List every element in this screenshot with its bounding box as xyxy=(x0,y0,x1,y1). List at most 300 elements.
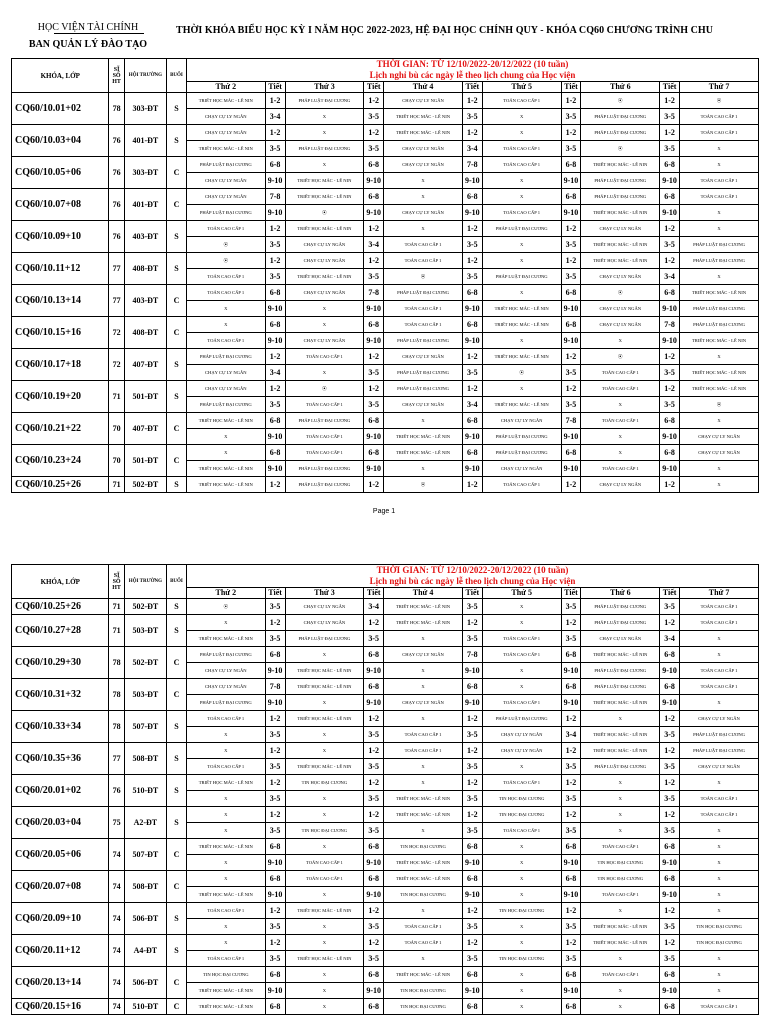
class-code: CQ60/10.15+16 xyxy=(12,317,109,349)
period-range: 3-4 xyxy=(265,365,285,381)
subject-cell: X xyxy=(384,173,463,189)
subject-cell: TRIẾT HỌC MÁC - LÊ NIN xyxy=(482,317,561,333)
period-range: 3-5 xyxy=(660,365,680,381)
period-range: 6-8 xyxy=(265,317,285,333)
day-header: Thứ 2 xyxy=(186,588,265,599)
class-code: CQ60/20.07+08 xyxy=(12,871,109,903)
period-range: 6-8 xyxy=(660,839,680,855)
subject-cell: CHẠY CỰ LY NGẮN xyxy=(186,365,265,381)
session: S xyxy=(167,221,187,253)
schedule-page-2 xyxy=(11,564,759,1024)
subject-cell: TRIẾT HỌC MÁC - LÊ NIN xyxy=(680,365,759,381)
subject-cell: CHẠY CỰ LY NGẮN xyxy=(581,301,660,317)
schedule-row xyxy=(12,711,759,727)
class-code: CQ60/10.25+26 xyxy=(12,599,109,615)
period-range: 1-2 xyxy=(561,349,581,365)
period-range: 7-8 xyxy=(561,413,581,429)
subject-cell: X xyxy=(482,333,561,349)
session: C xyxy=(167,967,187,999)
room: 503-ĐT xyxy=(124,615,166,647)
period-range: 9-10 xyxy=(561,855,581,871)
period-range: 9-10 xyxy=(561,695,581,711)
subject-cell: PHÁP LUẬT ĐẠI CƯƠNG xyxy=(384,365,463,381)
student-count: 74 xyxy=(109,903,124,935)
subject-cell: CHẠY CỰ LY NGẮN xyxy=(482,461,561,477)
target-icon: ⦿ xyxy=(581,349,660,365)
day-header: Thứ 6 xyxy=(581,82,660,93)
period-range: 3-5 xyxy=(561,919,581,935)
period-range: 3-5 xyxy=(462,599,482,615)
student-count: 74 xyxy=(109,967,124,999)
document-title: THỜI KHÓA BIỂU HỌC KỲ I NĂM HỌC 2022-2023, HỆ ĐẠI HỌC CHÍNH QUY - KHÓA CQ60 CHƯƠNG TRÌNH CHU xyxy=(176,25,714,36)
class-code: CQ60/10.31+32 xyxy=(12,679,109,711)
period-range: 3-5 xyxy=(364,727,384,743)
document-header xyxy=(0,0,768,56)
period-range: 3-5 xyxy=(561,365,581,381)
subject-cell: TRIẾT HỌC MÁC - LÊ NIN xyxy=(482,301,561,317)
subject-cell: TRIẾT HỌC MÁC - LÊ NIN xyxy=(384,807,463,823)
student-count: 74 xyxy=(109,871,124,903)
subject-cell: TRIẾT HỌC MÁC - LÊ NIN xyxy=(680,285,759,301)
period-range: 1-2 xyxy=(462,711,482,727)
period-range: 3-5 xyxy=(462,269,482,285)
schedule-row xyxy=(12,445,759,461)
schedule-row xyxy=(12,189,759,205)
target-icon: ⦿ xyxy=(186,253,265,269)
subject-cell: X xyxy=(581,775,660,791)
period-range: 9-10 xyxy=(660,333,680,349)
target-icon: ⦿ xyxy=(186,599,265,615)
schedule-row xyxy=(12,381,759,397)
period-header: Tiết xyxy=(561,82,581,93)
day-header: Thứ 5 xyxy=(482,588,561,599)
count-column-header: SĨ SỐ HT xyxy=(109,565,124,599)
subject-cell: CHẠY CỰ LY NGẮN xyxy=(581,221,660,237)
subject-cell: CHẠY CỰ LY NGẮN xyxy=(285,237,364,253)
schedule-table xyxy=(11,564,759,1015)
subject-cell: X xyxy=(186,615,265,631)
period-range: 3-5 xyxy=(462,727,482,743)
period-range: 1-2 xyxy=(265,221,285,237)
period-range: 1-2 xyxy=(265,125,285,141)
subject-cell: X xyxy=(285,317,364,333)
class-code: CQ60/20.05+06 xyxy=(12,839,109,871)
subject-cell: TRIẾT HỌC MÁC - LÊ NIN xyxy=(186,141,265,157)
subject-cell: TOÁN CAO CẤP 1 xyxy=(680,663,759,679)
subject-cell: X xyxy=(482,285,561,301)
period-range: 9-10 xyxy=(462,663,482,679)
session: C xyxy=(167,189,187,221)
room: 506-ĐT xyxy=(124,967,166,999)
session: C xyxy=(167,999,187,1015)
period-range: 9-10 xyxy=(660,983,680,999)
period-range: 9-10 xyxy=(364,887,384,903)
session-column-header: BUỔI xyxy=(167,565,187,599)
period-range: 6-8 xyxy=(561,647,581,663)
period-range: 3-5 xyxy=(364,951,384,967)
subject-cell: X xyxy=(581,999,660,1015)
period-range: 9-10 xyxy=(462,205,482,221)
period-range: 3-5 xyxy=(561,237,581,253)
period-range: 6-8 xyxy=(364,647,384,663)
period-range: 3-4 xyxy=(265,109,285,125)
session: C xyxy=(167,285,187,317)
subject-cell: X xyxy=(186,445,265,461)
period-range: 1-2 xyxy=(265,253,285,269)
subject-cell: CHẠY CỰ LY NGẮN xyxy=(581,631,660,647)
period-range: 9-10 xyxy=(561,301,581,317)
period-range: 1-2 xyxy=(364,743,384,759)
period-range: 1-2 xyxy=(561,221,581,237)
subject-cell: X xyxy=(186,743,265,759)
schedule-row xyxy=(12,871,759,887)
period-range: 9-10 xyxy=(660,461,680,477)
period-range: 3-5 xyxy=(660,759,680,775)
subject-cell: TOÁN CAO CẤP 1 xyxy=(186,951,265,967)
session: S xyxy=(167,903,187,935)
period-range: 6-8 xyxy=(561,999,581,1015)
subject-cell: PHÁP LUẬT ĐẠI CƯƠNG xyxy=(285,413,364,429)
subject-cell: TRIẾT HỌC MÁC - LÊ NIN xyxy=(285,679,364,695)
subject-cell: PHÁP LUẬT ĐẠI CƯƠNG xyxy=(482,445,561,461)
class-code: CQ60/10.03+04 xyxy=(12,125,109,157)
subject-cell: TRIẾT HỌC MÁC - LÊ NIN xyxy=(680,381,759,397)
period-range: 1-2 xyxy=(462,253,482,269)
subject-cell: X xyxy=(581,791,660,807)
subject-cell: CHẠY CỰ LY NGẮN xyxy=(384,349,463,365)
session: C xyxy=(167,445,187,477)
student-count: 74 xyxy=(109,999,124,1015)
period-range: 6-8 xyxy=(364,413,384,429)
period-range: 3-5 xyxy=(265,397,285,413)
subject-cell: PHÁP LUẬT ĐẠI CƯƠNG xyxy=(186,695,265,711)
period-range: 9-10 xyxy=(561,461,581,477)
subject-cell: TOÁN CAO CẤP 1 xyxy=(384,301,463,317)
subject-cell: CHẠY CỰ LY NGẮN xyxy=(680,711,759,727)
subject-cell: PHÁP LUẬT ĐẠI CƯƠNG xyxy=(680,317,759,333)
subject-cell: X xyxy=(680,477,759,493)
period-range: 6-8 xyxy=(364,871,384,887)
session: S xyxy=(167,807,187,839)
subject-cell: X xyxy=(680,349,759,365)
period-range: 9-10 xyxy=(364,333,384,349)
period-range: 3-5 xyxy=(265,823,285,839)
period-range: 3-5 xyxy=(462,791,482,807)
subject-cell: X xyxy=(384,759,463,775)
period-range: 6-8 xyxy=(462,317,482,333)
period-range: 9-10 xyxy=(660,695,680,711)
subject-cell: X xyxy=(384,951,463,967)
subject-cell: TRIẾT HỌC MÁC - LÊ NIN xyxy=(581,157,660,173)
subject-cell: X xyxy=(384,189,463,205)
subject-cell: CHẠY CỰ LY NGẮN xyxy=(186,173,265,189)
subject-cell: X xyxy=(581,823,660,839)
subject-cell: X xyxy=(680,461,759,477)
holiday-note: Lịch nghỉ bù các ngày lễ theo lịch chung của Học viện xyxy=(186,575,758,588)
subject-cell: TOÁN CAO CẤP 1 xyxy=(186,333,265,349)
subject-cell: PHÁP LUẬT ĐẠI CƯƠNG xyxy=(482,429,561,445)
period-range: 1-2 xyxy=(265,775,285,791)
subject-cell: PHÁP LUẬT ĐẠI CƯƠNG xyxy=(680,253,759,269)
period-range: 9-10 xyxy=(364,855,384,871)
student-count: 71 xyxy=(109,477,124,493)
subject-cell: CHẠY CỰ LY NGẮN xyxy=(680,429,759,445)
student-count: 71 xyxy=(109,615,124,647)
period-range: 6-8 xyxy=(364,999,384,1015)
period-range: 3-5 xyxy=(462,951,482,967)
period-range: 9-10 xyxy=(265,173,285,189)
subject-cell: X xyxy=(482,999,561,1015)
target-icon: ⦿ xyxy=(581,93,660,109)
period-range: 6-8 xyxy=(462,189,482,205)
room: 502-ĐT xyxy=(124,647,166,679)
schedule-row xyxy=(12,157,759,173)
subject-cell: X xyxy=(680,887,759,903)
subject-cell: X xyxy=(186,317,265,333)
schedule-row xyxy=(12,615,759,631)
period-range: 3-5 xyxy=(462,237,482,253)
subject-cell: TOÁN CAO CẤP 1 xyxy=(482,631,561,647)
period-range: 9-10 xyxy=(660,855,680,871)
subject-cell: TIN HỌC ĐẠI CƯƠNG xyxy=(482,951,561,967)
period-range: 1-2 xyxy=(561,253,581,269)
period-header: Tiết xyxy=(364,82,384,93)
subject-cell: PHÁP LUẬT ĐẠI CƯƠNG xyxy=(680,743,759,759)
subject-cell: PHÁP LUẬT ĐẠI CƯƠNG xyxy=(581,109,660,125)
period-range: 6-8 xyxy=(265,445,285,461)
subject-cell: TRIẾT HỌC MÁC - LÊ NIN xyxy=(581,919,660,935)
subject-cell: X xyxy=(482,109,561,125)
period-range: 7-8 xyxy=(364,285,384,301)
subject-cell: X xyxy=(285,647,364,663)
page-number: Page 1 xyxy=(372,508,396,515)
subject-cell: X xyxy=(186,935,265,951)
period-range: 6-8 xyxy=(364,967,384,983)
subject-cell: TRIẾT HỌC MÁC - LÊ NIN xyxy=(186,461,265,477)
subject-cell: TRIẾT HỌC MÁC - LÊ NIN xyxy=(581,935,660,951)
subject-cell: TRIẾT HỌC MÁC - LÊ NIN xyxy=(285,903,364,919)
student-count: 75 xyxy=(109,807,124,839)
subject-cell: X xyxy=(482,173,561,189)
period-range: 3-4 xyxy=(561,727,581,743)
subject-cell: X xyxy=(285,301,364,317)
period-range: 1-2 xyxy=(561,615,581,631)
period-range: 9-10 xyxy=(364,695,384,711)
subject-cell: TOÁN CAO CẤP 1 xyxy=(581,887,660,903)
target-icon: ⦿ xyxy=(186,237,265,253)
schedule-row xyxy=(12,477,759,493)
count-column-header: SĨ SỐ HT xyxy=(109,59,124,93)
class-code: CQ60/20.11+12 xyxy=(12,935,109,967)
period-range: 6-8 xyxy=(561,445,581,461)
student-count: 78 xyxy=(109,711,124,743)
subject-cell: X xyxy=(680,871,759,887)
target-icon: ⦿ xyxy=(581,141,660,157)
period-range: 1-2 xyxy=(265,807,285,823)
subject-cell: X xyxy=(581,397,660,413)
subject-cell: CHẠY CỰ LY NGẮN xyxy=(384,93,463,109)
period-header: Tiết xyxy=(462,588,482,599)
period-range: 9-10 xyxy=(265,887,285,903)
subject-cell: PHÁP LUẬT ĐẠI CƯƠNG xyxy=(384,333,463,349)
period-range: 9-10 xyxy=(561,663,581,679)
session: S xyxy=(167,935,187,967)
student-count: 77 xyxy=(109,285,124,317)
subject-cell: TRIẾT HỌC MÁC - LÊ NIN xyxy=(482,349,561,365)
subject-cell: TRIẾT HỌC MÁC - LÊ NIN xyxy=(285,663,364,679)
period-range: 3-4 xyxy=(364,599,384,615)
class-code: CQ60/10.25+26 xyxy=(12,477,109,493)
period-range: 6-8 xyxy=(462,285,482,301)
period-range: 3-5 xyxy=(364,823,384,839)
period-range: 9-10 xyxy=(660,173,680,189)
subject-cell: CHẠY CỰ LY NGẮN xyxy=(384,695,463,711)
subject-cell: TRIẾT HỌC MÁC - LÊ NIN xyxy=(186,887,265,903)
period-range: 3-4 xyxy=(364,237,384,253)
period-range: 9-10 xyxy=(462,429,482,445)
schedule-row xyxy=(12,125,759,141)
room: 303-ĐT xyxy=(124,157,166,189)
student-count: 76 xyxy=(109,221,124,253)
period-range: 9-10 xyxy=(364,205,384,221)
period-range: 3-5 xyxy=(660,791,680,807)
period-range: 1-2 xyxy=(462,477,482,493)
period-range: 6-8 xyxy=(462,445,482,461)
subject-cell: X xyxy=(285,109,364,125)
period-range: 6-8 xyxy=(462,413,482,429)
subject-cell: TRIẾT HỌC MÁC - LÊ NIN xyxy=(581,237,660,253)
subject-cell: X xyxy=(186,823,265,839)
period-range: 1-2 xyxy=(561,903,581,919)
period-range: 6-8 xyxy=(265,839,285,855)
subject-cell: X xyxy=(680,983,759,999)
session: S xyxy=(167,775,187,807)
period-header: Tiết xyxy=(364,588,384,599)
room: 502-ĐT xyxy=(124,599,166,615)
session: S xyxy=(167,253,187,285)
period-range: 1-2 xyxy=(265,903,285,919)
subject-cell: TOÁN CAO CẤP 1 xyxy=(285,445,364,461)
subject-cell: X xyxy=(186,791,265,807)
subject-cell: TRIẾT HỌC MÁC - LÊ NIN xyxy=(186,839,265,855)
period-range: 1-2 xyxy=(462,349,482,365)
subject-cell: X xyxy=(482,887,561,903)
subject-cell: CHẠY CỰ LY NGẮN xyxy=(186,663,265,679)
period-header: Tiết xyxy=(660,82,680,93)
subject-cell: X xyxy=(581,807,660,823)
subject-cell: TRIẾT HỌC MÁC - LÊ NIN xyxy=(384,615,463,631)
period-range: 1-2 xyxy=(660,349,680,365)
period-range: 3-5 xyxy=(462,365,482,381)
subject-cell: TRIẾT HỌC MÁC - LÊ NIN xyxy=(285,711,364,727)
subject-cell: X xyxy=(680,647,759,663)
period-range: 6-8 xyxy=(265,157,285,173)
student-count: 77 xyxy=(109,253,124,285)
session: C xyxy=(167,413,187,445)
period-range: 9-10 xyxy=(265,695,285,711)
subject-cell: X xyxy=(482,919,561,935)
subject-cell: X xyxy=(482,663,561,679)
subject-cell: X xyxy=(680,967,759,983)
subject-cell: TRIẾT HỌC MÁC - LÊ NIN xyxy=(285,189,364,205)
student-count: 70 xyxy=(109,445,124,477)
period-range: 3-5 xyxy=(462,919,482,935)
student-count: 74 xyxy=(109,839,124,871)
period-range: 7-8 xyxy=(265,679,285,695)
period-range: 3-5 xyxy=(462,823,482,839)
subject-cell: X xyxy=(581,951,660,967)
session: C xyxy=(167,871,187,903)
subject-cell: CHẠY CỰ LY NGẮN xyxy=(384,397,463,413)
subject-cell: TOÁN CAO CẤP 1 xyxy=(186,269,265,285)
period-range: 6-8 xyxy=(561,839,581,855)
subject-cell: CHẠY CỰ LY NGẮN xyxy=(680,445,759,461)
period-range: 1-2 xyxy=(561,743,581,759)
subject-cell: CHẠY CỰ LY NGẮN xyxy=(482,413,561,429)
subject-cell: TOÁN CAO CẤP 1 xyxy=(581,461,660,477)
period-range: 9-10 xyxy=(561,173,581,189)
class-code: CQ60/10.19+20 xyxy=(12,381,109,413)
session: C xyxy=(167,647,187,679)
target-icon: ⦿ xyxy=(680,397,759,413)
period-range: 7-8 xyxy=(660,317,680,333)
subject-cell: X xyxy=(581,903,660,919)
subject-cell: X xyxy=(680,205,759,221)
period-range: 1-2 xyxy=(660,775,680,791)
period-range: 9-10 xyxy=(462,887,482,903)
subject-cell: X xyxy=(680,413,759,429)
subject-cell: X xyxy=(482,935,561,951)
subject-cell: X xyxy=(482,855,561,871)
subject-cell: TIN HỌC ĐẠI CƯƠNG xyxy=(680,935,759,951)
period-range: 9-10 xyxy=(265,301,285,317)
subject-cell: PHÁP LUẬT ĐẠI CƯƠNG xyxy=(581,615,660,631)
subject-cell: CHẠY CỰ LY NGẮN xyxy=(186,381,265,397)
period-range: 6-8 xyxy=(660,871,680,887)
period-range: 1-2 xyxy=(561,125,581,141)
subject-cell: X xyxy=(384,221,463,237)
subject-cell: X xyxy=(285,935,364,951)
subject-cell: X xyxy=(285,695,364,711)
period-range: 6-8 xyxy=(660,413,680,429)
period-range: 3-5 xyxy=(364,631,384,647)
holiday-note: Lịch nghỉ bù các ngày lễ theo lịch chung của Học viện xyxy=(186,69,758,82)
subject-cell: PHÁP LUẬT ĐẠI CƯƠNG xyxy=(285,461,364,477)
class-code: CQ60/10.29+30 xyxy=(12,647,109,679)
period-range: 1-2 xyxy=(561,477,581,493)
subject-cell: CHẠY CỰ LY NGẮN xyxy=(581,477,660,493)
subject-cell: X xyxy=(285,999,364,1015)
subject-cell: TOÁN CAO CẤP 1 xyxy=(680,109,759,125)
period-range: 1-2 xyxy=(364,935,384,951)
student-count: 76 xyxy=(109,157,124,189)
period-range: 9-10 xyxy=(462,855,482,871)
target-icon: ⦿ xyxy=(482,365,561,381)
student-count: 76 xyxy=(109,775,124,807)
subject-cell: PHÁP LUẬT ĐẠI CƯƠNG xyxy=(581,663,660,679)
subject-cell: X xyxy=(285,839,364,855)
period-range: 9-10 xyxy=(364,461,384,477)
period-range: 6-8 xyxy=(462,967,482,983)
room: 510-ĐT xyxy=(124,775,166,807)
subject-cell: TRIẾT HỌC MÁC - LÊ NIN xyxy=(482,397,561,413)
subject-cell: X xyxy=(186,301,265,317)
period-range: 3-5 xyxy=(364,141,384,157)
subject-cell: TOÁN CAO CẤP 1 xyxy=(482,823,561,839)
period-range: 3-5 xyxy=(561,951,581,967)
subject-cell: TRIẾT HỌC MÁC - LÊ NIN xyxy=(581,205,660,221)
class-column-header: KHÓA, LỚP xyxy=(12,59,109,93)
